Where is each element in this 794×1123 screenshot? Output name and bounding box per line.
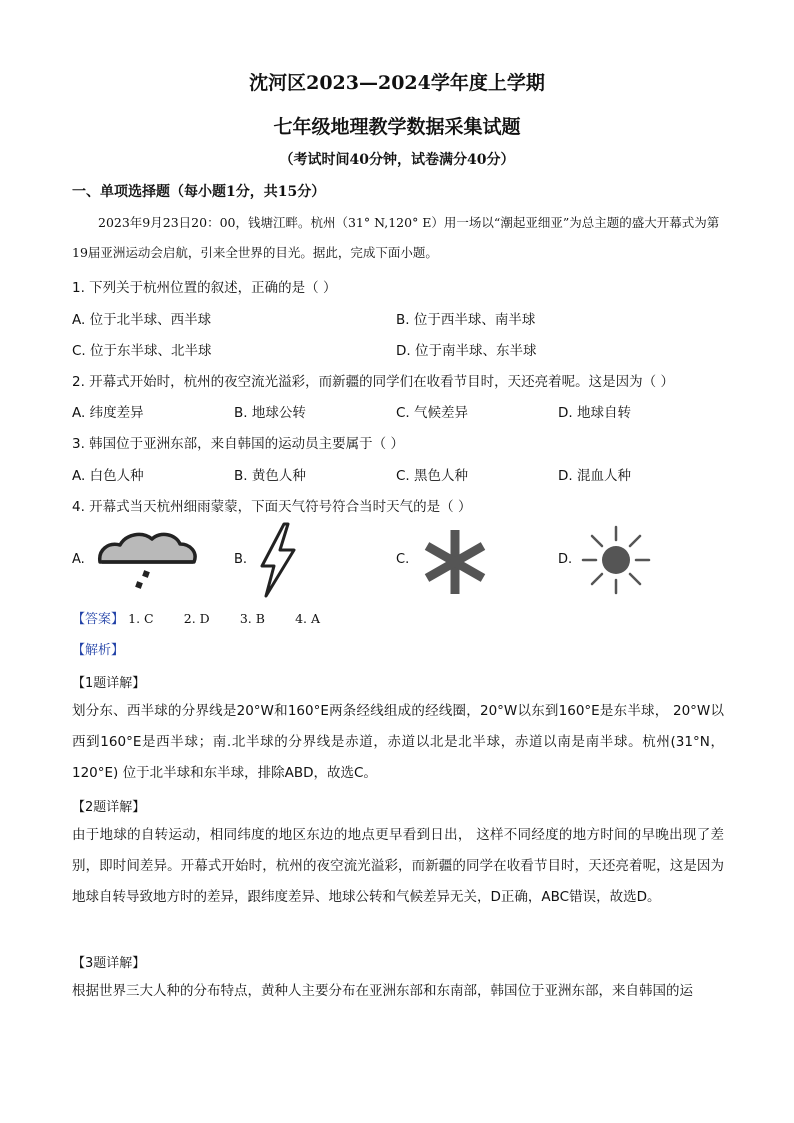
exam-subtitle: （考试时间40分钟，试卷满分40分） [279,152,515,168]
question-3-stem: 3. 韩国位于亚洲东部，来自韩国的运动员主要属于（ ） [72,436,404,452]
question-2-option-c: C. 气候差异 [396,405,469,421]
question-2-option-a: A. 纬度差异 [72,405,144,421]
detail-3-heading: 【3题详解】 [72,956,146,971]
exam-title-line2: 七年级地理教学数据采集试题 [273,116,521,138]
question-4-option-a: A. [72,552,85,567]
question-4-option-d: D. [558,552,573,567]
question-1-option-d: D. 位于南半球、东半球 [396,343,537,359]
question-2-option-d: D. 地球自转 [558,405,631,421]
question-1-option-c: C. 位于东半球、北半球 [72,343,212,359]
question-1-stem: 1. 下列关于杭州位置的叙述，正确的是（ ） [72,280,337,296]
answer-3: 3. B [239,611,265,626]
detail-2-heading: 【2题详解】 [72,800,146,815]
sunny-icon [580,524,652,596]
answer-2: 2. D [183,611,210,626]
exam-title-line1: 沈河区2023—2024学年度上学期 [249,72,545,94]
answer-label: 【答案】 [72,612,125,627]
section-heading: 一、单项选择题（每小题1分，共15分） [72,184,326,200]
detail-1-text: 划分东、西半球的分界线是20°W和160°E两条经线组成的经线圈，20°W以东到160°E是东半球， 20°W以西到160°E是西半球；南.北半球的分界线是赤道，赤道以北是北半球，赤道以南是南半球。杭州(31°N，120°E) 位于北半球和东半球，排除ABD，故选C。 [72,703,724,781]
question-4-stem: 4. 开幕式当天杭州细雨蒙蒙，下面天气符号符合当时天气的是（ ） [72,499,472,515]
question-2-option-b: B. 地球公转 [234,405,306,421]
question-1-option-b: B. 位于西半球、南半球 [396,312,536,328]
analysis-label: 【解析】 [72,643,125,658]
question-3-option-b: B. 黄色人种 [234,468,306,484]
detail-3-text: 根据世界三大人种的分布特点，黄种人主要分布在亚洲东部和东南部，韩国位于亚洲东部，来自韩国的运 [72,983,693,999]
snow-icon [420,526,490,598]
detail-1-heading: 【1题详解】 [72,676,146,691]
question-2-stem: 2. 开幕式开始时，杭州的夜空流光溢彩，而新疆的同学们在收看节目时，天还亮着呢。这是因为（ ） [72,374,674,390]
question-1-option-a: A. 位于北半球、西半球 [72,312,212,328]
question-4-option-b: B. [234,552,248,567]
lightning-icon [258,522,298,598]
question-3-option-d: D. 混血人种 [558,468,631,484]
question-4-option-c: C. [396,552,410,567]
answer-4: 4. A [295,611,320,626]
light-rain-icon [96,528,200,590]
section-intro: 2023年9月23日20：00，钱塘江畔。杭州（31° N,120° E）用一场以“潮起亚细亚”为总主题的盛大开幕式为第19届亚洲运动会启航，引来全世界的目光。据此，完成下面小题。 [72,215,720,260]
question-3-option-c: C. 黑色人种 [396,468,469,484]
answer-line [72,608,320,627]
question-3-option-a: A. 白色人种 [72,468,144,484]
detail-2-text: 由于地球的自转运动，相同纬度的地区东边的地点更早看到日出， 这样不同经度的地方时间的早晚出现了差别，即时间差异。开幕式开始时，杭州的夜空流光溢彩，而新疆的同学在收看节目时，天还亮着呢，这是因为地球自转导致地方时的差异，跟纬度差异、地球公转和气候差异无关，D正确，ABC错误，故选D。 [72,827,724,905]
answer-1: 1. C [128,611,154,626]
